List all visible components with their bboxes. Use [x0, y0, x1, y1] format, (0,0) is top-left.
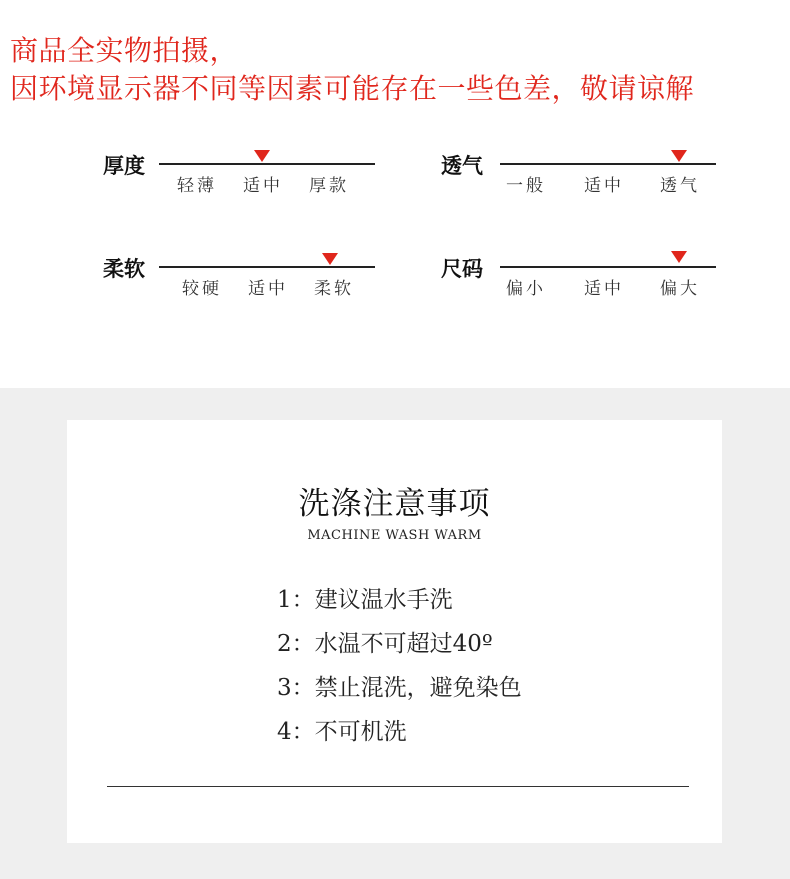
option-label: 柔软 [314, 279, 354, 299]
attribute-label: 透气 [441, 154, 483, 178]
option-label: 偏小 [506, 279, 546, 299]
scale-line [500, 266, 716, 268]
care-subtitle: MACHINE WASH WARM [307, 528, 482, 543]
option-label: 轻薄 [177, 176, 217, 196]
selected-marker-icon [254, 150, 270, 162]
care-title: 洗涤注意事项 [298, 486, 491, 522]
disclaimer-line-1: 商品全实物拍摄， [10, 34, 239, 67]
option-label: 适中 [584, 279, 624, 299]
option-label: 偏大 [660, 279, 700, 299]
care-card [67, 420, 722, 843]
care-item: 1：建议温水手洗 [277, 587, 453, 613]
scale-line [159, 163, 375, 165]
color-disclaimer [10, 32, 694, 108]
care-item: 3：禁止混洗，避免染色 [277, 675, 522, 701]
option-label: 适中 [243, 176, 283, 196]
care-list [277, 583, 522, 759]
option-label: 适中 [248, 279, 288, 299]
option-label: 一般 [506, 176, 546, 196]
selected-marker-icon [671, 251, 687, 263]
option-label: 适中 [584, 176, 624, 196]
selected-marker-icon [322, 253, 338, 265]
attribute-label: 厚度 [103, 154, 145, 178]
attribute-label: 尺码 [441, 257, 483, 281]
selected-marker-icon [671, 150, 687, 162]
option-label: 较硬 [182, 279, 222, 299]
option-label: 透气 [660, 176, 700, 196]
care-item: 2：水温不可超过40º [277, 631, 493, 657]
option-label: 厚款 [309, 176, 349, 196]
attribute-label: 柔软 [103, 257, 145, 281]
scale-line [500, 163, 716, 165]
scale-line [159, 266, 375, 268]
divider [107, 786, 689, 787]
disclaimer-line-2: 因环境显示器不同等因素可能存在一些色差，敬请谅解 [10, 72, 695, 105]
care-item: 4：不可机洗 [277, 719, 407, 745]
